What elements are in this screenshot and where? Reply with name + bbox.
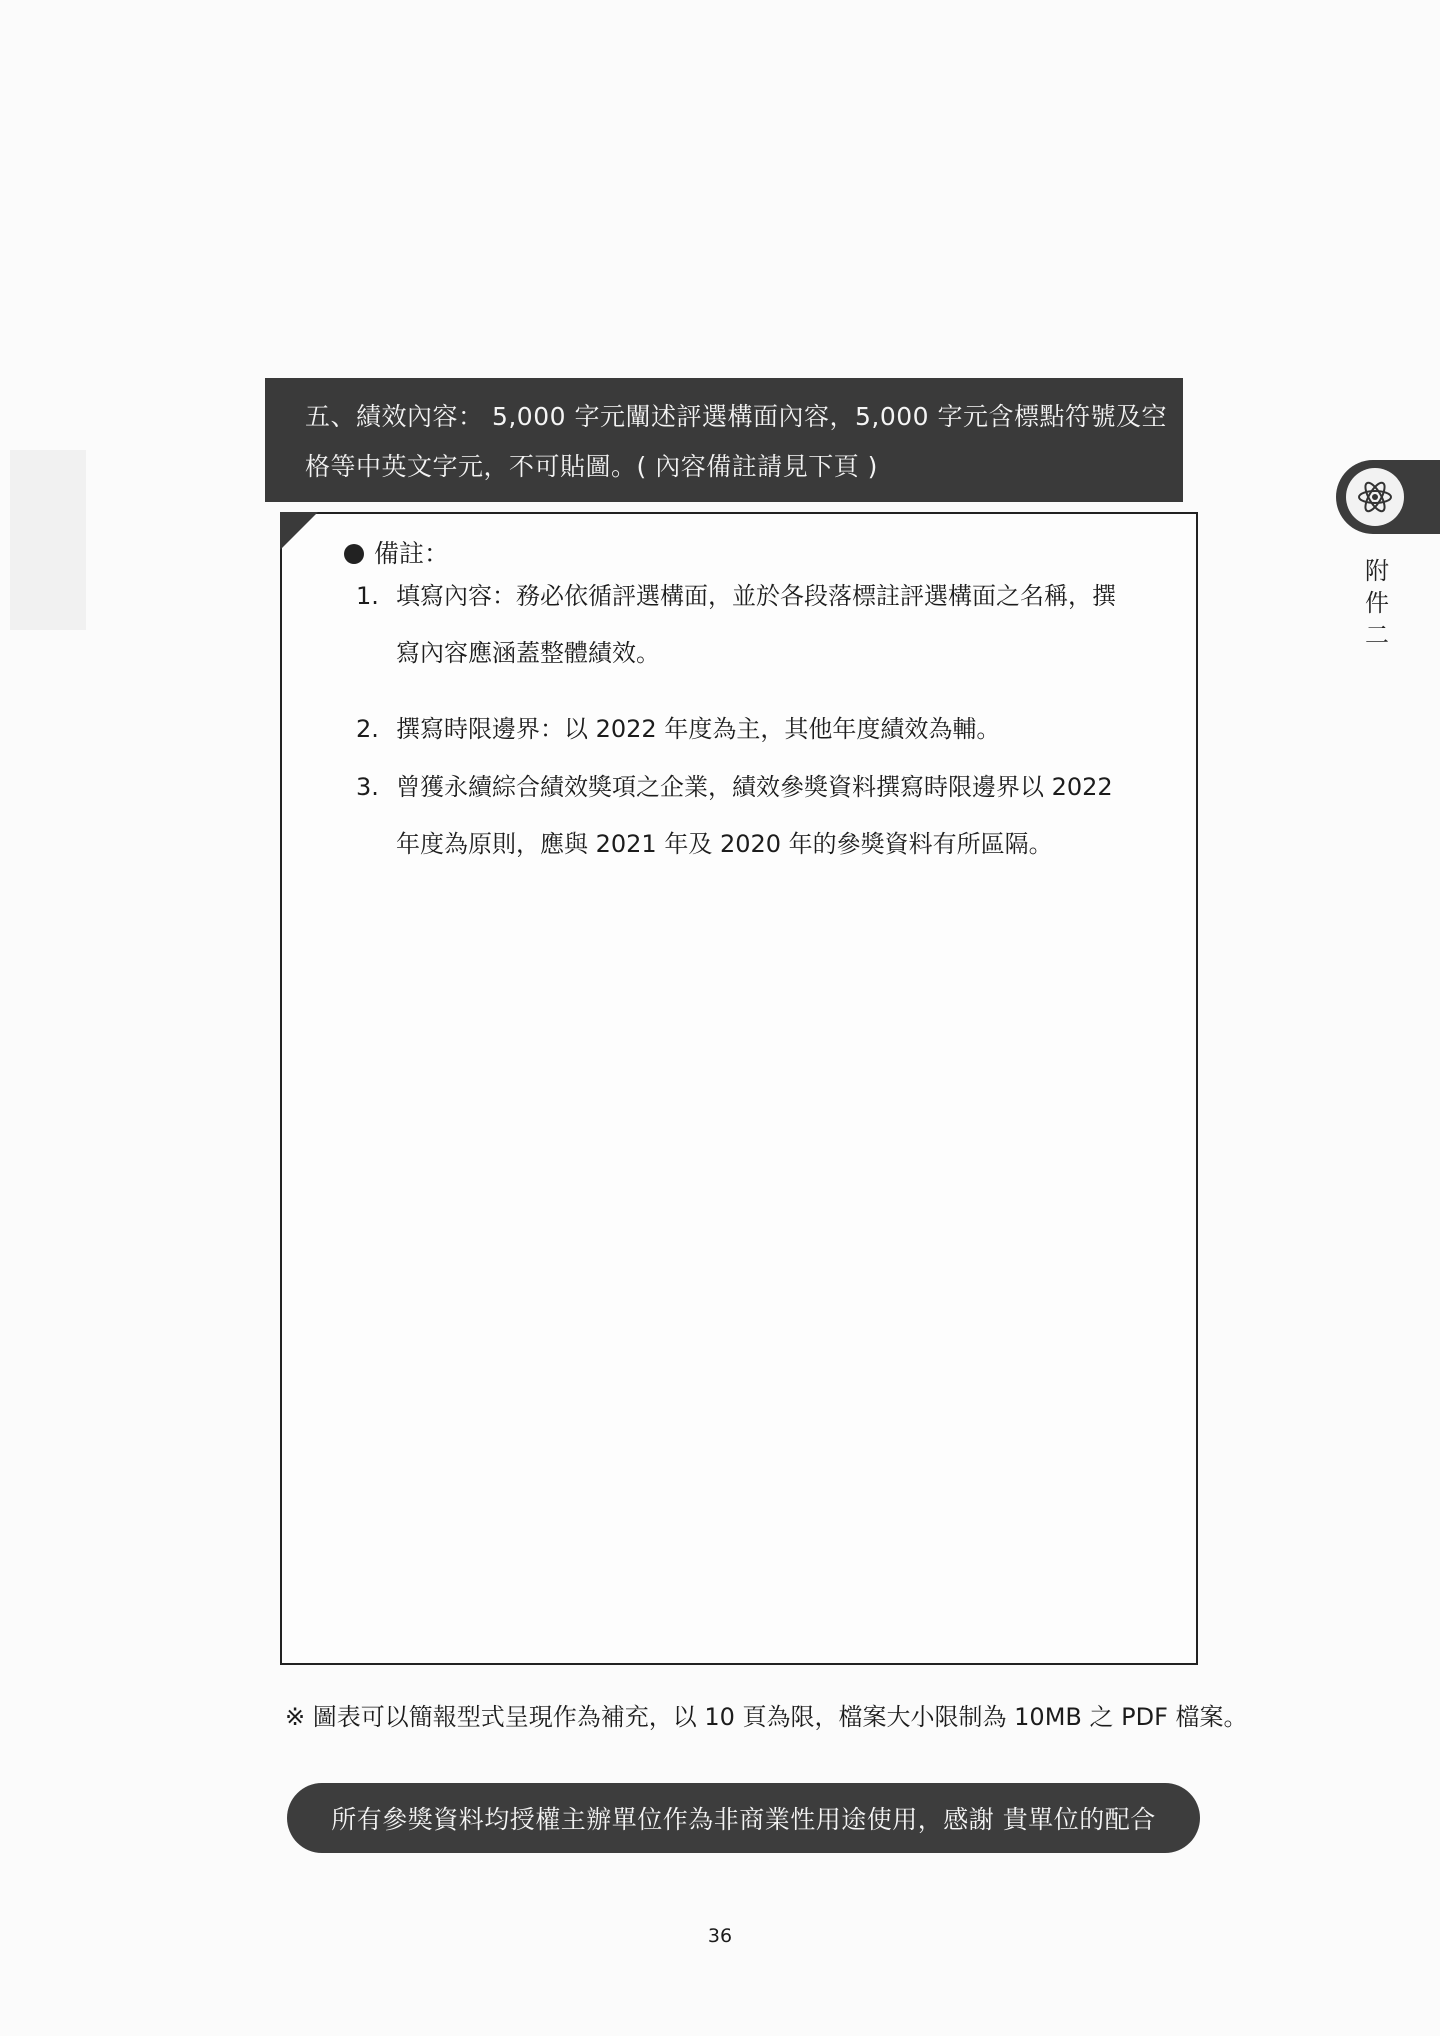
note-item-1 — [356, 568, 1156, 682]
note-number: 1. — [356, 582, 379, 610]
bullet-icon — [344, 544, 364, 564]
banner-text: 所有參獎資料均授權主辦單位作為非商業性用途使用，感謝 貴單位的配合 — [331, 1805, 1156, 1834]
note-line: 年度為原則，應與 2021 年及 2020 年的參獎資料有所區隔。 — [396, 830, 1053, 858]
corner-triangle — [280, 512, 318, 550]
page-number: 36 — [707, 1925, 733, 1947]
side-label — [1357, 555, 1397, 651]
side-tab — [1336, 460, 1440, 534]
note-line: 寫內容應涵蓋整體績效。 — [396, 639, 660, 667]
side-label-char: 件 — [1365, 589, 1389, 617]
note-line: 填寫內容：務必依循評選構面，並於各段落標註評選構面之名稱，撰 — [396, 582, 1116, 610]
atom-icon — [1346, 468, 1404, 526]
side-label-char: 附 — [1365, 557, 1389, 585]
content-box — [280, 512, 1198, 1665]
note-line: 曾獲永續綜合績效獎項之企業，績效參獎資料撰寫時限邊界以 2022 — [396, 773, 1113, 801]
note-line: 撰寫時限邊界：以 2022 年度為主，其他年度績效為輔。 — [396, 715, 1001, 743]
notes-heading-text: 備註： — [374, 539, 450, 568]
side-label-char: 二 — [1365, 621, 1389, 649]
section-title-line-2: 格等中英文字元，不可貼圖。( 內容備註請見下頁 ) — [305, 452, 878, 481]
note-item-2 — [356, 701, 1156, 758]
left-edge-shadow — [10, 450, 86, 630]
note-number: 2. — [356, 715, 379, 743]
note-number: 3. — [356, 773, 379, 801]
footnote: ※ 圖表可以簡報型式呈現作為補充，以 10 頁為限，檔案大小限制為 10MB 之 PDF 檔案。 — [285, 1703, 1248, 1731]
note-item-3 — [356, 759, 1156, 873]
authorization-banner — [287, 1783, 1200, 1853]
section-header — [265, 378, 1183, 502]
section-title-line-1: 五、績效內容： 5,000 字元闡述評選構面內容，5,000 字元含標點符號及空 — [305, 402, 1167, 431]
